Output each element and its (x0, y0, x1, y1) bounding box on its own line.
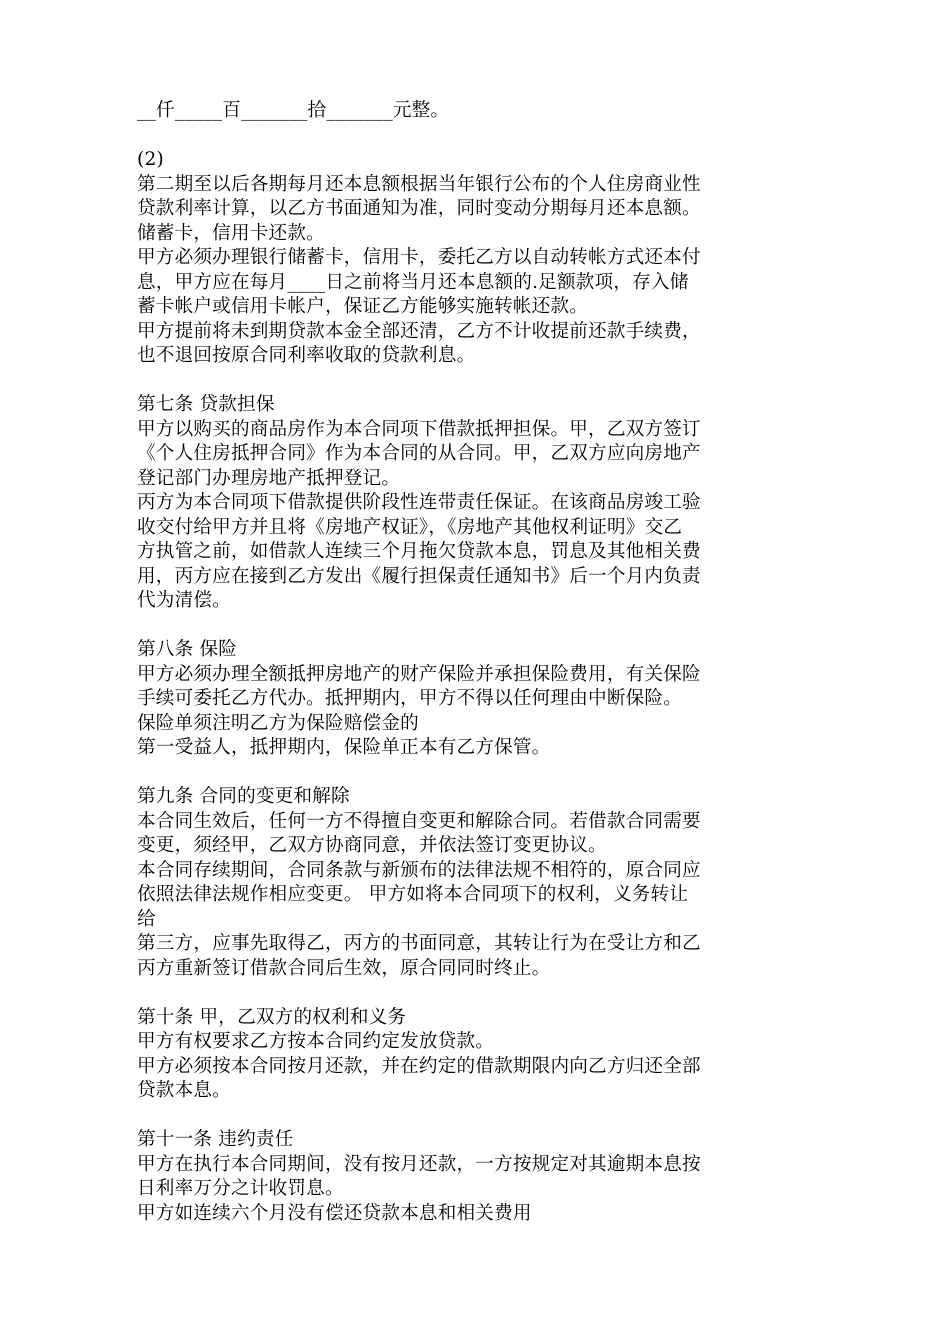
text-line: 贷款利率计算，以乙方书面通知为准，同时变动分期每月还本息额。 (137, 198, 701, 219)
text-line: 第三方，应事先取得乙，丙方的书面同意，其转让行为在受让方和乙 (137, 933, 701, 954)
section-heading: 第九条 合同的变更和解除 (137, 786, 350, 807)
text-line: 收交付给甲方并且将《房地产权证》，《房地产其他权利证明》交乙 (137, 516, 683, 538)
text-line: 《个人住房抵押合同》作为本合同的从合同。甲，乙双方应向房地产 (137, 443, 701, 464)
text-line: 丙方为本合同项下借款提供阶段性连带责任保证。在该商品房竣工验 (137, 492, 701, 513)
text-line: 丙方重新签订借款合同后生效，原合同同时终止。 (137, 957, 551, 979)
text-line: 本合同生效后，任何一方不得擅自变更和解除合同。若借款合同需要 (137, 810, 701, 832)
text-line: 贷款本息。 (137, 1080, 231, 1101)
text-line: 储蓄卡，信用卡还款。 (137, 222, 325, 244)
blank-line (137, 981, 827, 1006)
text-line: 甲方必须办理全额抵押房地产的财产保险并承担保险费用，有关保险 (137, 663, 701, 685)
section-heading: 第十一条 违约责任 (137, 1129, 294, 1150)
text-line: __仟_____百_______拾_______元整。 (137, 100, 450, 121)
blank-line (137, 1104, 827, 1129)
text-line: 甲方提前将未到期贷款本金全部还清，乙方不计收提前还款手续费， (137, 320, 701, 342)
text-line: 代为清偿。 (137, 590, 231, 611)
text-line: 用，丙方应在接到乙方发出《履行担保责任通知书》后一个月内负责 (137, 565, 701, 587)
text-line: 保险单须注明乙方为保险赔偿金的 (137, 712, 419, 734)
text-line: 变更，须经甲，乙双方协商同意，并依法签订变更协议。 (137, 835, 607, 856)
text-line: 第一受益人，抵押期内，保险单正本有乙方保管。 (137, 737, 551, 758)
section-heading: 第十条 甲，乙双方的权利和义务 (137, 1006, 407, 1028)
blank-line (137, 369, 827, 394)
section-heading: 第八条 保险 (137, 639, 238, 660)
text-line: 给 (137, 908, 156, 930)
text-line: 甲方以购买的商品房作为本合同项下借款抵押担保。甲，乙双方签订 (137, 418, 701, 440)
text-line: (2) (137, 149, 164, 170)
text-line: 日利率万分之计收罚息。 (137, 1178, 344, 1199)
section-heading: 第七条 贷款担保 (137, 394, 275, 415)
blank-line (137, 124, 827, 149)
document-body (137, 99, 827, 1226)
text-line: 第二期至以后各期每月还本息额根据当年银行公布的个人住房商业性 (137, 173, 701, 195)
blank-line (137, 761, 827, 786)
text-line: 甲方有权要求乙方按本合同约定发放贷款。 (137, 1031, 495, 1052)
text-line: 甲方在执行本合同期间，没有按月还款，一方按规定对其逾期本息按 (137, 1153, 701, 1175)
text-line: 蓄卡帐户或信用卡帐户，保证乙方能够实施转帐还款。 (137, 296, 589, 317)
text-line: 甲方如连续六个月没有偿还贷款本息和相关费用 (137, 1202, 532, 1224)
text-line: 甲方必须按本合同按月还款，并在约定的借款期限内向乙方归还全部 (137, 1055, 701, 1077)
text-line: 甲方必须办理银行储蓄卡，信用卡，委托乙方以自动转帐方式还本付 (137, 247, 701, 268)
text-line: 依照法律法规作相应变更。 甲方如将本合同项下的权利，义务转让 (137, 884, 689, 905)
text-line: 方执管之前，如借款人连续三个月拖欠贷款本息，罚息及其他相关费 (137, 541, 701, 562)
blank-line (137, 614, 827, 639)
text-line: 手续可委托乙方代办。抵押期内，甲方不得以任何理由中断保险。 (137, 688, 683, 709)
text-line: 登记部门办理房地产抵押登记。 (137, 467, 401, 489)
text-line: 本合同存续期间，合同条款与新颁布的法律法规不相符的，原合同应 (137, 859, 701, 881)
text-line: 息，甲方应在每月____日之前将当月还本息额的.足额款项，存入储 (137, 271, 689, 293)
text-line: 也不退回按原合同利率收取的贷款利息。 (137, 345, 476, 366)
